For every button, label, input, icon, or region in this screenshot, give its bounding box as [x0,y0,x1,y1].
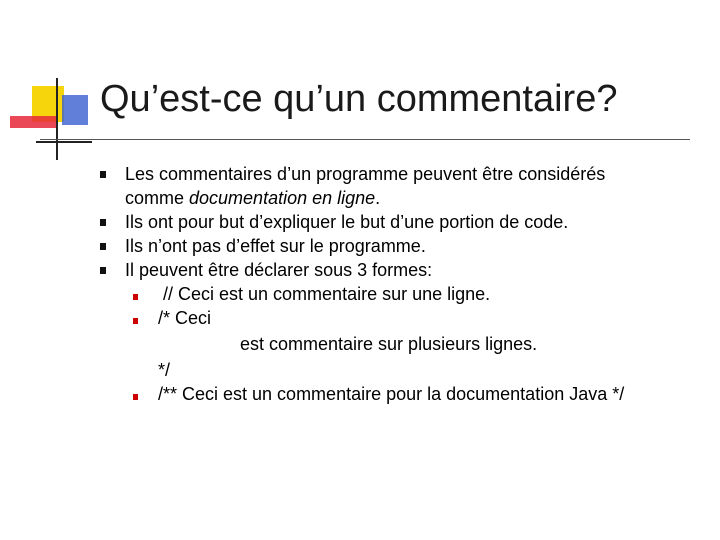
sub-bullet-text: /** Ceci est un commentaire pour la documentation Java */ [158,384,625,404]
bullet-square-icon [100,171,106,178]
slide-logo-icon [0,0,110,170]
list-item [100,162,710,210]
list-item [100,258,710,406]
sub-bullet-text: // Ceci est un commentaire sur une ligne. [158,284,491,304]
bullet-square-icon [100,267,106,274]
slide-title: Qu’est-ce qu’un commentaire? [100,78,618,120]
bullet-text: Il peuvent être déclarer sous 3 formes: [125,260,433,280]
sub-list-item [125,282,710,306]
sub-bullet-text-line3: */ [158,360,171,380]
bullet-square-icon [100,219,106,226]
bullet-text-line2: comme documentation en ligne. [125,188,381,208]
bullet-list [100,162,710,406]
bullet-text: Ils ont pour but d’expliquer le but d’une portion de code. [125,212,569,232]
bullet-square-icon [133,318,138,324]
emphasis-text: documentation en ligne [189,188,376,208]
sub-list-item [125,306,710,382]
sub-bullet-text-line2: est commentaire sur plusieurs lignes. [240,334,538,354]
bullet-text: Ils n’ont pas d’effet sur le programme. [125,236,426,256]
bullet-text-line1: Les commentaires d’un programme peuvent être considérés [125,164,606,184]
sub-bullet-text-line1: /* Ceci [158,308,212,328]
bullet-square-icon [133,294,138,300]
list-item [100,234,710,258]
bullet-square-icon [100,243,106,250]
list-item [100,210,710,234]
bullet-square-icon [133,394,138,400]
sub-list-item [125,382,710,406]
sub-bullet-list [125,282,710,406]
title-divider [40,139,690,140]
